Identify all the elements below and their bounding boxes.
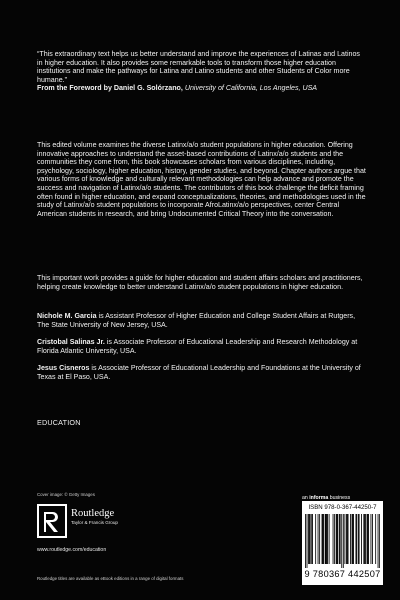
barcode-bar [375,514,376,564]
informa-suffix: business [328,495,351,501]
barcode-bar [308,514,309,564]
book-description: This edited volume examines the diverse Latinx/a/o student populations in higher education. Offering innovative approaches to understand the asset-based contributions of Latinx/a/o students and the communities they come from, this book showcases scholars from various disciplines, including, psychology, sociology, higher education, history, gender studies, and beyond. Chapter authors argue that various forms of knowledge and culturally relevant methodologies can help advance and promote the success and navigation of Latinx/a/o students. The contributors of this book challenge the deficit framing often found in higher education, and expand conceptualizations, theories, and methodologies used in the study of Latinx/a/o student populations to incorporate AfroLatinx/a/o perspectives, center Central American students in research, and bring Undocumented Critical Theory into the conversation. [37,141,366,218]
book-description-summary: This important work provides a guide for higher education and student affairs scholars and practitioners, helping create knowledge to better understand Latinx/a/o student populations in higher education. [37,274,363,291]
barcode-bar [336,514,337,564]
barcode-bar [341,514,342,568]
editor-name: Jesus Cisneros [37,364,90,373]
isbn-barcode [302,501,383,585]
barcode-bar [325,514,326,564]
barcode-bar [307,514,308,568]
barcode-bar [323,514,324,564]
barcode-bar [361,514,362,564]
barcode-bar [379,514,380,568]
barcode-bar [305,514,306,568]
barcode-bar [343,514,344,568]
barcode-bar [326,514,327,564]
editor-bio-text: is Assistant Professor of Higher Education and College Student Affairs at Rutgers, The State University of New Jersey, USA. [37,312,356,329]
barcode-bar [318,514,319,564]
editor-name: Cristobal Salinas Jr. [37,338,105,347]
routledge-logo-icon [37,504,67,538]
barcode-bar [364,514,365,564]
attribution-name: From the Foreword by Daniel G. Solórzano, [37,84,183,93]
editor-bio [37,338,367,355]
editor-name: Nichole M. Garcia [37,312,97,320]
barcode-bar [339,514,340,564]
barcode-bar [310,514,311,564]
barcode-bar [350,514,351,564]
attribution-institution: University of California, Los Angeles, USA [184,84,318,93]
editor-bio [37,364,367,381]
barcode-bar [312,514,313,564]
barcode-bar [359,514,360,564]
editor-bios [37,312,367,391]
barcode-bar [368,514,369,564]
barcode-bar [334,514,335,564]
endorsement-quote [37,50,367,93]
barcode-bar [356,514,357,564]
barcode-bar [346,514,347,564]
barcode-bar [363,514,364,564]
barcode-bar [367,514,368,564]
barcode-icon [305,514,380,568]
informa-brand: informa [309,495,329,501]
isbn-label: ISBN 978-0-367-44250-7 [308,504,377,511]
barcode-bar [347,514,348,564]
barcode-bar [315,514,316,564]
cover-image-credit: Cover image: © Getty Images [37,492,95,497]
barcode-bar [378,514,379,568]
barcode-bar [352,514,353,564]
editor-bio [37,312,367,329]
subject-category: EDUCATION [37,418,81,427]
publisher-group: Taylor & Francis Group [71,520,118,525]
barcode-bar [352,514,353,564]
barcode-bar [367,514,368,564]
barcode-bar [329,514,330,564]
barcode-bar [333,514,334,564]
barcode-bar [340,514,341,564]
barcode-bar [326,514,327,564]
publisher-name: Routledge [71,508,115,519]
quote-attribution [37,84,367,93]
barcode-bar [372,514,373,564]
barcode-bar [319,514,320,564]
barcode-bar [353,514,354,564]
barcode-bar [365,514,366,564]
barcode-bar [309,514,310,564]
barcode-bar [348,514,349,564]
barcode-bar [322,514,323,564]
editor-bio-text: is Associate Professor of Educational Leadership and Foundations at the University of Texas at El Paso, USA. [37,364,361,381]
barcode-bar [358,514,359,564]
barcode-bar [322,514,323,564]
barcode-bar [311,514,312,564]
barcode-bar [344,514,345,564]
barcode-bar [327,514,328,564]
informa-prefix: an [302,495,310,501]
editor-bio-text: is Associate Professor of Educational Leadership and Research Methodology at Florida Atlantic University, USA. [37,338,358,355]
publisher-block [71,508,118,525]
barcode-bar [356,514,357,564]
barcode-bar [371,514,372,564]
barcode-digits: 9 780367 442507 [304,569,381,579]
ebook-availability-note: Routledge titles are available as eBook editions in a range of digital formats [37,576,184,581]
quote-text: “This extraordinary text helps us better understand and improve the experiences of Latinas and Latinos in higher education. It also provides some remarkable tools to transform those higher education institutions and make the pathways for Latina and Latino students and other Students of Color more humane.” [37,50,360,84]
barcode-bar [337,514,338,564]
publisher-website: www.routledge.com/education [37,547,107,553]
barcode-bar [337,514,338,564]
